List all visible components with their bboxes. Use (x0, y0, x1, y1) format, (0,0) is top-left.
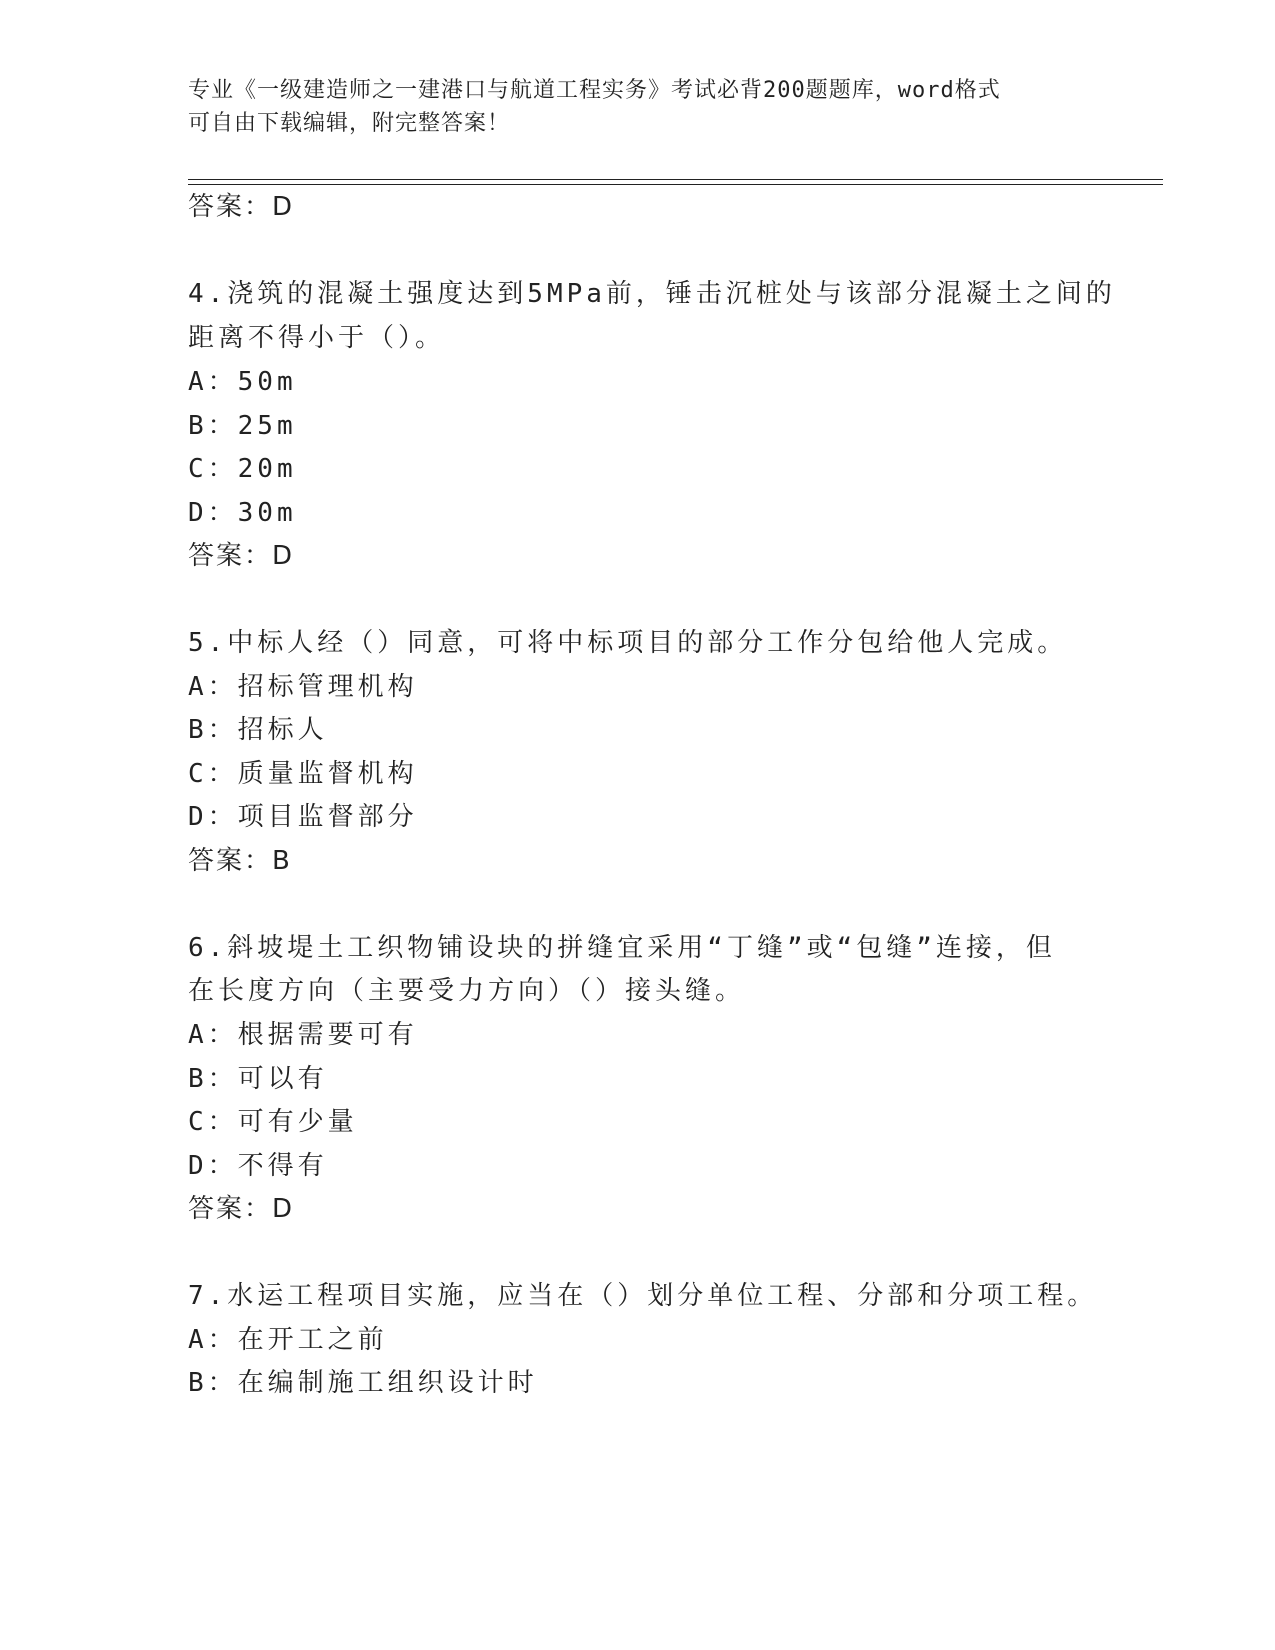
option-b: B：25m (188, 411, 297, 441)
option-d: D：30m (188, 498, 297, 528)
option-a: A：招标管理机构 (188, 672, 418, 702)
option-b: B：招标人 (188, 715, 328, 745)
question-stem: 距离不得小于（）。 (188, 323, 446, 353)
answer-label: 答案：D (188, 1194, 295, 1224)
header-divider-top (188, 179, 1163, 180)
question-stem: 6.斜坡堤土工织物铺设块的拼缝宜采用“丁缝”或“包缝”连接，但 (188, 933, 1056, 963)
header-line-2: 可自由下载编辑，附完整答案！ (188, 111, 511, 136)
question-stem: 5.中标人经（）同意，可将中标项目的部分工作分包给他人完成。 (188, 628, 1068, 658)
answer-label: 答案：D (188, 192, 295, 222)
option-c: C：20m (188, 454, 297, 484)
option-b: B：在编制施工组织设计时 (188, 1368, 538, 1398)
option-d: D：不得有 (188, 1151, 328, 1181)
option-a: A：50m (188, 367, 297, 397)
option-a: A：根据需要可有 (188, 1020, 418, 1050)
question-stem: 7.水运工程项目实施，应当在（）划分单位工程、分部和分项工程。 (188, 1281, 1098, 1311)
option-c: C：可有少量 (188, 1107, 358, 1137)
header-line-1: 专业《一级建造师之一建港口与航道工程实务》考试必背200题题库，word格式 (188, 78, 1001, 103)
question-stem: 在长度方向（主要受力方向）（）接头缝。 (188, 976, 746, 1006)
document-header (188, 74, 1088, 140)
answer-label: 答案：B (188, 846, 292, 876)
option-b: B：可以有 (188, 1064, 328, 1094)
question-stem: 4.浇筑的混凝土强度达到5MPa前，锤击沉桩处与该部分混凝土之间的 (188, 279, 1116, 309)
option-a: A：在开工之前 (188, 1325, 388, 1355)
header-divider-bottom (188, 184, 1163, 185)
option-d: D：项目监督部分 (188, 802, 418, 832)
option-c: C：质量监督机构 (188, 759, 418, 789)
answer-label: 答案：D (188, 541, 295, 571)
